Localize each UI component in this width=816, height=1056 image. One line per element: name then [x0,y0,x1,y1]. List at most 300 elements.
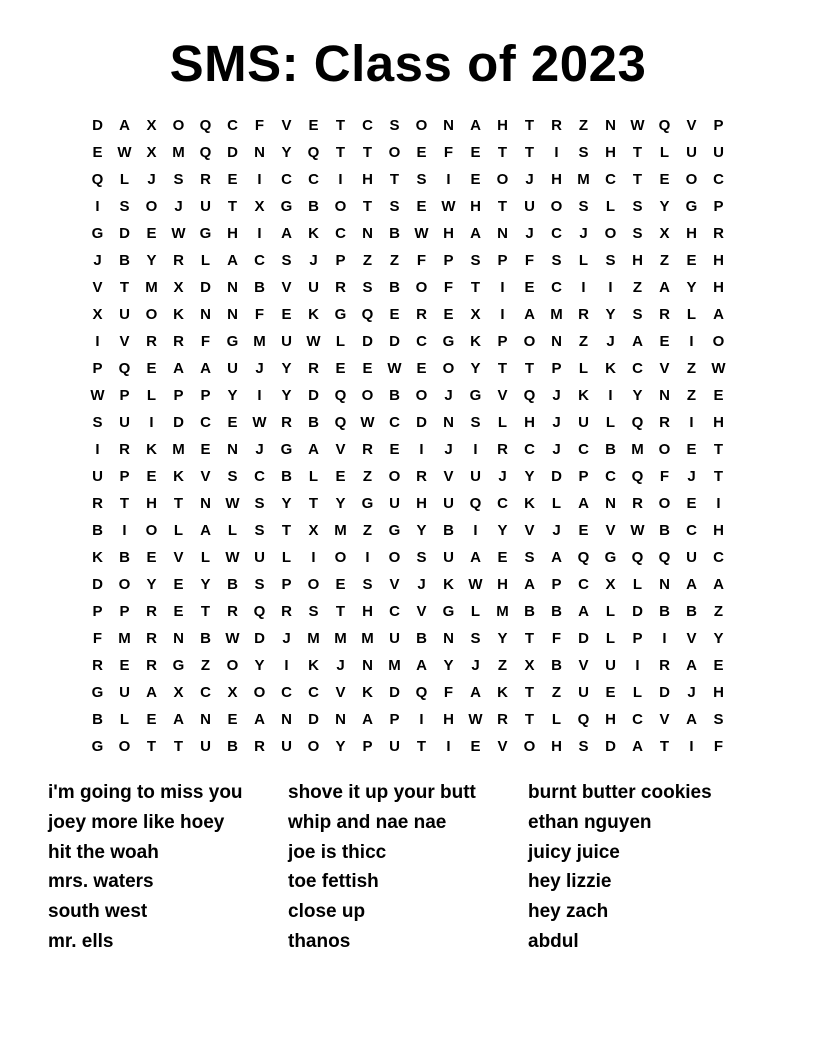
grid-letter[interactable]: P [389,711,400,728]
grid-letter[interactable]: Y [281,144,292,161]
grid-letter[interactable]: T [335,144,346,161]
grid-letter[interactable]: L [659,144,670,161]
grid-letter[interactable]: I [338,171,343,188]
grid-letter[interactable]: B [92,711,103,728]
grid-letter[interactable]: C [497,495,508,512]
grid-letter[interactable]: K [605,360,616,377]
grid-letter[interactable]: G [685,198,698,215]
grid-letter[interactable]: S [173,171,184,188]
grid-letter[interactable]: G [91,684,104,701]
grid-letter[interactable]: Y [632,387,643,404]
grid-letter[interactable]: F [92,630,103,647]
grid-letter[interactable]: T [119,279,130,296]
grid-letter[interactable]: Q [631,414,644,431]
grid-letter[interactable]: A [551,549,562,566]
grid-letter[interactable]: T [146,738,157,755]
grid-letter[interactable]: X [524,657,535,674]
grid-letter[interactable]: Y [713,630,724,647]
grid-letter[interactable]: G [280,198,293,215]
grid-letter[interactable]: E [200,441,211,458]
grid-letter[interactable]: L [119,171,130,188]
grid-letter[interactable]: S [605,252,616,269]
grid-letter[interactable]: W [225,630,240,647]
grid-letter[interactable]: E [119,657,130,674]
grid-letter[interactable]: W [117,144,132,161]
grid-letter[interactable]: A [308,441,319,458]
grid-letter[interactable]: S [416,171,427,188]
grid-letter[interactable]: I [95,198,100,215]
grid-letter[interactable]: O [442,360,455,377]
grid-letter[interactable]: P [92,360,103,377]
grid-letter[interactable]: R [281,414,292,431]
grid-letter[interactable]: R [578,306,589,323]
grid-letter[interactable]: C [713,171,724,188]
grid-letter[interactable]: G [361,495,374,512]
grid-letter[interactable]: E [470,738,481,755]
grid-letter[interactable]: E [470,144,481,161]
grid-letter[interactable]: Y [281,360,292,377]
grid-letter[interactable]: I [257,387,262,404]
grid-letter[interactable]: U [254,549,265,566]
grid-letter[interactable]: T [632,171,643,188]
grid-letter[interactable]: W [360,414,375,431]
grid-letter[interactable]: Y [497,522,508,539]
grid-letter[interactable]: J [93,252,102,269]
grid-letter[interactable]: I [662,630,667,647]
grid-letter[interactable]: O [145,306,158,323]
grid-letter[interactable]: D [632,603,643,620]
grid-letter[interactable]: A [578,495,589,512]
grid-letter[interactable]: I [689,414,694,431]
grid-letter[interactable]: U [443,549,454,566]
grid-letter[interactable]: D [389,684,400,701]
grid-letter[interactable]: F [254,306,265,323]
grid-letter[interactable]: E [281,306,292,323]
grid-letter[interactable]: T [119,495,130,512]
grid-letter[interactable]: O [388,144,401,161]
grid-letter[interactable]: L [686,306,697,323]
grid-letter[interactable]: C [362,117,373,134]
grid-letter[interactable]: E [416,198,427,215]
grid-letter[interactable]: Z [497,657,508,674]
grid-letter[interactable]: Z [389,252,400,269]
grid-letter[interactable]: F [416,252,427,269]
grid-letter[interactable]: U [389,495,400,512]
grid-letter[interactable]: U [605,657,616,674]
grid-letter[interactable]: I [446,171,451,188]
grid-letter[interactable]: A [173,711,184,728]
grid-letter[interactable]: F [524,252,535,269]
grid-letter[interactable]: J [471,657,480,674]
grid-letter[interactable]: M [172,441,185,458]
grid-letter[interactable]: X [92,306,103,323]
grid-letter[interactable]: K [308,306,319,323]
grid-letter[interactable]: A [686,657,697,674]
grid-letter[interactable]: K [173,468,184,485]
grid-letter[interactable]: R [146,630,157,647]
grid-letter[interactable]: Z [362,252,373,269]
grid-letter[interactable]: W [90,387,105,404]
grid-letter[interactable]: E [686,252,697,269]
grid-letter[interactable]: Y [200,576,211,593]
grid-letter[interactable]: Q [334,414,347,431]
grid-letter[interactable]: F [659,468,670,485]
grid-letter[interactable]: P [443,252,454,269]
grid-letter[interactable]: Z [362,522,373,539]
grid-letter[interactable]: L [497,414,508,431]
grid-letter[interactable]: L [632,576,643,593]
grid-letter[interactable]: A [686,576,697,593]
grid-letter[interactable]: M [334,522,347,539]
grid-letter[interactable]: B [686,603,697,620]
grid-letter[interactable]: H [713,522,724,539]
grid-letter[interactable]: T [335,603,346,620]
grid-letter[interactable]: X [308,522,319,539]
grid-letter[interactable]: I [284,657,289,674]
grid-letter[interactable]: V [443,468,454,485]
grid-letter[interactable]: Y [443,657,454,674]
grid-letter[interactable]: Y [605,306,616,323]
grid-letter[interactable]: W [441,198,456,215]
grid-letter[interactable]: P [497,333,508,350]
grid-letter[interactable]: Z [362,468,373,485]
grid-letter[interactable]: S [632,225,643,242]
grid-letter[interactable]: R [632,495,643,512]
grid-letter[interactable]: U [443,495,454,512]
grid-letter[interactable]: K [443,576,454,593]
grid-letter[interactable]: L [173,522,184,539]
grid-letter[interactable]: F [443,144,454,161]
grid-letter[interactable]: W [630,117,645,134]
grid-letter[interactable]: H [524,414,535,431]
grid-letter[interactable]: G [280,441,293,458]
grid-letter[interactable]: U [389,630,400,647]
grid-letter[interactable]: L [335,333,346,350]
grid-letter[interactable]: C [308,684,319,701]
grid-letter[interactable]: B [308,198,319,215]
grid-letter[interactable]: P [335,252,346,269]
grid-letter[interactable]: G [334,306,347,323]
grid-letter[interactable]: U [119,306,130,323]
grid-letter[interactable]: J [552,522,561,539]
grid-letter[interactable]: D [362,333,373,350]
grid-letter[interactable]: D [173,414,184,431]
grid-letter[interactable]: D [92,117,103,134]
grid-letter[interactable]: J [579,225,588,242]
grid-letter[interactable]: R [659,414,670,431]
grid-letter[interactable]: U [713,144,724,161]
grid-letter[interactable]: V [578,657,589,674]
grid-letter[interactable]: J [498,468,507,485]
grid-letter[interactable]: T [524,117,535,134]
grid-letter[interactable]: Q [91,171,104,188]
grid-letter[interactable]: R [659,306,670,323]
grid-letter[interactable]: R [200,171,211,188]
grid-letter[interactable]: D [551,468,562,485]
grid-letter[interactable]: J [444,441,453,458]
grid-letter[interactable]: P [551,576,562,593]
grid-letter[interactable]: I [473,522,478,539]
grid-letter[interactable]: D [659,684,670,701]
grid-letter[interactable]: I [446,738,451,755]
grid-letter[interactable]: R [146,603,157,620]
grid-letter[interactable]: E [443,306,454,323]
grid-letter[interactable]: S [632,198,643,215]
grid-letter[interactable]: Z [578,117,589,134]
grid-letter[interactable]: U [578,414,589,431]
grid-letter[interactable]: H [146,495,157,512]
grid-letter[interactable]: U [200,738,211,755]
grid-letter[interactable]: D [578,630,589,647]
grid-letter[interactable]: I [95,441,100,458]
grid-letter[interactable]: B [443,522,454,539]
grid-letter[interactable]: Z [659,252,670,269]
grid-letter[interactable]: S [254,576,265,593]
grid-letter[interactable]: E [173,576,184,593]
grid-letter[interactable]: B [659,522,670,539]
grid-letter[interactable]: T [497,144,508,161]
grid-letter[interactable]: Y [497,630,508,647]
grid-letter[interactable]: U [281,738,292,755]
grid-letter[interactable]: I [635,657,640,674]
grid-letter[interactable]: E [227,414,238,431]
grid-letter[interactable]: W [711,360,726,377]
grid-letter[interactable]: Q [631,468,644,485]
grid-letter[interactable]: B [605,441,616,458]
grid-letter[interactable]: A [227,252,238,269]
grid-letter[interactable]: N [659,576,670,593]
grid-letter[interactable]: Q [361,306,374,323]
grid-letter[interactable]: H [713,279,724,296]
grid-letter[interactable]: T [308,495,319,512]
grid-letter[interactable]: N [200,495,211,512]
grid-letter[interactable]: O [118,576,131,593]
grid-letter[interactable]: I [716,495,721,512]
grid-letter[interactable]: N [227,441,238,458]
grid-letter[interactable]: J [552,414,561,431]
grid-letter[interactable]: X [605,576,616,593]
grid-letter[interactable]: R [308,360,319,377]
grid-letter[interactable]: R [146,657,157,674]
grid-letter[interactable]: R [497,711,508,728]
grid-letter[interactable]: Y [686,279,697,296]
grid-letter[interactable]: P [578,468,589,485]
grid-letter[interactable]: J [525,225,534,242]
grid-letter[interactable]: A [200,522,211,539]
grid-letter[interactable]: J [255,441,264,458]
grid-letter[interactable]: O [307,738,320,755]
grid-letter[interactable]: I [257,171,262,188]
grid-letter[interactable]: H [497,576,508,593]
grid-letter[interactable]: A [659,279,670,296]
grid-letter[interactable]: C [227,117,238,134]
grid-letter[interactable]: V [659,360,670,377]
grid-letter[interactable]: H [713,414,724,431]
grid-letter[interactable]: E [416,144,427,161]
grid-letter[interactable]: P [281,576,292,593]
grid-letter[interactable]: N [443,630,454,647]
grid-letter[interactable]: A [524,576,535,593]
grid-letter[interactable]: G [388,522,401,539]
grid-letter[interactable]: W [225,549,240,566]
grid-letter[interactable]: O [226,657,239,674]
grid-letter[interactable]: P [632,630,643,647]
grid-letter[interactable]: Q [199,144,212,161]
grid-letter[interactable]: Z [578,333,589,350]
grid-letter[interactable]: O [712,333,725,350]
grid-letter[interactable]: S [362,279,373,296]
grid-letter[interactable]: I [257,225,262,242]
grid-letter[interactable]: T [524,684,535,701]
grid-letter[interactable]: L [227,522,238,539]
grid-letter[interactable]: B [416,630,427,647]
grid-letter[interactable]: S [470,630,481,647]
grid-letter[interactable]: J [336,657,345,674]
grid-letter[interactable]: I [311,549,316,566]
grid-letter[interactable]: V [335,684,346,701]
grid-letter[interactable]: I [608,279,613,296]
grid-letter[interactable]: U [119,684,130,701]
grid-letter[interactable]: V [659,711,670,728]
grid-letter[interactable]: U [524,198,535,215]
grid-letter[interactable]: U [686,144,697,161]
grid-letter[interactable]: T [173,738,184,755]
grid-letter[interactable]: H [362,603,373,620]
grid-letter[interactable]: P [200,387,211,404]
grid-letter[interactable]: L [551,711,562,728]
grid-letter[interactable]: H [551,171,562,188]
grid-letter[interactable]: T [713,441,724,458]
grid-letter[interactable]: H [443,711,454,728]
grid-letter[interactable]: U [578,684,589,701]
grid-letter[interactable]: H [713,252,724,269]
grid-letter[interactable]: J [552,387,561,404]
grid-letter[interactable]: I [689,333,694,350]
grid-letter[interactable]: L [605,603,616,620]
grid-letter[interactable]: H [497,117,508,134]
grid-letter[interactable]: C [254,252,265,269]
grid-letter[interactable]: W [252,414,267,431]
grid-letter[interactable]: B [227,576,238,593]
grid-letter[interactable]: S [551,252,562,269]
grid-letter[interactable]: C [389,414,400,431]
grid-letter[interactable]: K [308,657,319,674]
grid-letter[interactable]: N [497,225,508,242]
grid-letter[interactable]: V [416,603,427,620]
grid-letter[interactable]: K [470,333,481,350]
grid-letter[interactable]: A [632,738,643,755]
grid-letter[interactable]: P [119,603,130,620]
grid-letter[interactable]: R [173,333,184,350]
grid-letter[interactable]: I [95,333,100,350]
grid-letter[interactable]: E [524,279,535,296]
grid-letter[interactable]: A [524,306,535,323]
grid-letter[interactable]: T [173,495,184,512]
grid-letter[interactable]: R [92,657,103,674]
grid-letter[interactable]: G [226,333,239,350]
grid-letter[interactable]: X [146,144,157,161]
grid-letter[interactable]: A [470,117,481,134]
grid-letter[interactable]: N [227,279,238,296]
grid-letter[interactable]: Q [631,549,644,566]
grid-letter[interactable]: H [362,171,373,188]
grid-letter[interactable]: E [92,144,103,161]
grid-letter[interactable]: F [254,117,265,134]
grid-letter[interactable]: E [713,387,724,404]
grid-letter[interactable]: E [227,711,238,728]
grid-letter[interactable]: Z [686,387,697,404]
grid-letter[interactable]: E [578,522,589,539]
grid-letter[interactable]: S [713,711,724,728]
grid-letter[interactable]: S [254,522,265,539]
grid-letter[interactable]: A [470,549,481,566]
grid-letter[interactable]: D [416,414,427,431]
grid-letter[interactable]: L [146,387,157,404]
grid-letter[interactable]: Y [227,387,238,404]
grid-letter[interactable]: E [146,468,157,485]
grid-letter[interactable]: O [415,387,428,404]
grid-letter[interactable]: Q [415,684,428,701]
grid-letter[interactable]: W [468,711,483,728]
grid-letter[interactable]: U [227,360,238,377]
grid-letter[interactable]: L [605,414,616,431]
grid-letter[interactable]: N [362,225,373,242]
grid-letter[interactable]: O [145,198,158,215]
grid-letter[interactable]: I [608,387,613,404]
grid-letter[interactable]: K [308,225,319,242]
grid-letter[interactable]: O [388,468,401,485]
grid-letter[interactable]: U [92,468,103,485]
grid-letter[interactable]: H [605,144,616,161]
grid-letter[interactable]: L [200,549,211,566]
grid-letter[interactable]: R [659,657,670,674]
grid-letter[interactable]: J [687,684,696,701]
grid-letter[interactable]: B [227,738,238,755]
grid-letter[interactable]: C [335,225,346,242]
grid-letter[interactable]: R [227,603,238,620]
grid-letter[interactable]: U [200,198,211,215]
grid-letter[interactable]: A [362,711,373,728]
grid-letter[interactable]: Z [686,360,697,377]
grid-letter[interactable]: I [581,279,586,296]
grid-letter[interactable]: X [659,225,670,242]
grid-letter[interactable]: T [227,198,238,215]
grid-letter[interactable]: U [686,549,697,566]
grid-letter[interactable]: S [119,198,130,215]
grid-letter[interactable]: Y [470,360,481,377]
grid-letter[interactable]: S [632,306,643,323]
grid-letter[interactable]: A [146,684,157,701]
grid-letter[interactable]: D [254,630,265,647]
grid-letter[interactable]: K [173,306,184,323]
grid-letter[interactable]: Y [146,252,157,269]
grid-letter[interactable]: S [254,495,265,512]
grid-letter[interactable]: S [470,252,481,269]
grid-letter[interactable]: G [442,333,455,350]
grid-letter[interactable]: C [551,225,562,242]
grid-letter[interactable]: L [632,684,643,701]
grid-letter[interactable]: E [146,225,157,242]
grid-letter[interactable]: L [578,360,589,377]
grid-letter[interactable]: E [173,603,184,620]
grid-letter[interactable]: X [470,306,481,323]
grid-letter[interactable]: C [281,684,292,701]
grid-letter[interactable]: J [606,333,615,350]
grid-letter[interactable]: O [550,198,563,215]
grid-letter[interactable]: H [470,198,481,215]
grid-letter[interactable]: S [389,117,400,134]
grid-letter[interactable]: M [118,630,131,647]
